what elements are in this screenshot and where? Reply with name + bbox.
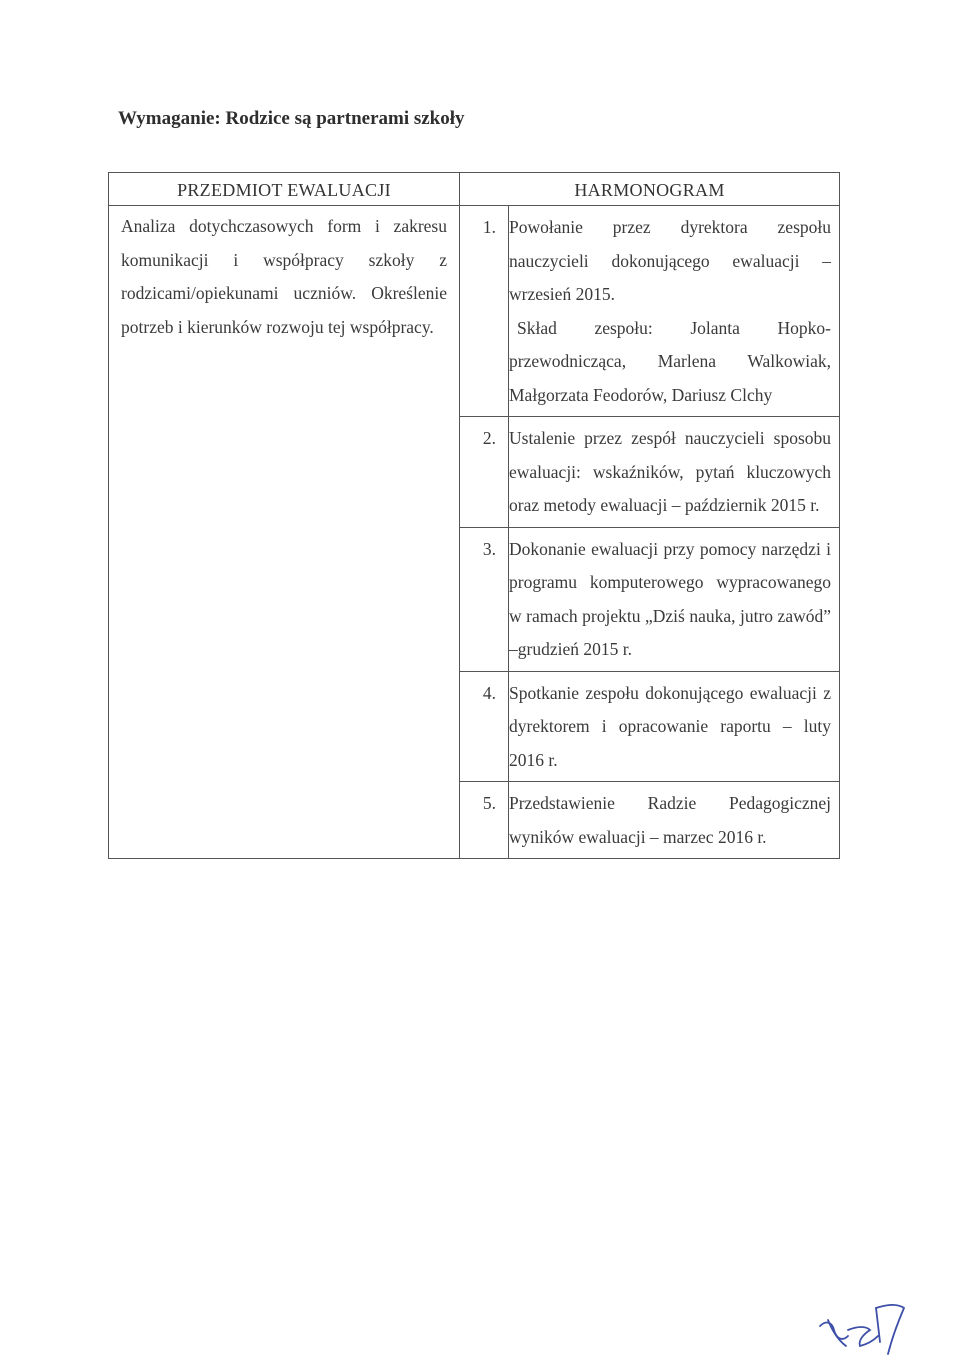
- schedule-item-text: Ustalenie przez zespół nauczycieli sposobu ewaluacji: wskaźników, pytań kluczowych oraz metody ewaluacji – październik 2015 r.: [509, 417, 840, 528]
- table-header-row: [109, 173, 840, 206]
- schedule-item-description: Powołanie przez dyrektora zespołu nauczycieli dokonującego ewaluacji – wrzesień 2015.: [509, 217, 831, 304]
- schedule-item-number: 2.: [460, 417, 509, 528]
- schedule-item-text: Dokonanie ewaluacji przy pomocy narzędzi i programu komputerowego wypracowanego w ramach projektu „Dziś nauka, jutro zawód” –grudzień 2015 r.: [509, 527, 840, 671]
- schedule-item-text: Spotkanie zespołu dokonującego ewaluacji z dyrektorem i opracowanie raportu – luty 2016 r.: [509, 671, 840, 782]
- schedule-item-number: 5.: [460, 782, 509, 859]
- team-composition-note: Skład zespołu: Jolanta Hopko-przewodnicząca, Marlena Walkowiak, Małgorzata Feodorów, Dariusz Clchy: [509, 317, 831, 405]
- schedule-item-text: Przedstawienie Radzie Pedagogicznej wyników ewaluacji – marzec 2016 r.: [509, 782, 840, 859]
- schedule-column-header: HARMONOGRAM: [460, 173, 840, 206]
- handwritten-signature: [812, 1296, 922, 1360]
- page-heading: Wymaganie: Rodzice są partnerami szkoły: [118, 108, 465, 129]
- schedule-item-number: 1.: [460, 206, 509, 417]
- subject-column-header: PRZEDMIOT EWALUACJI: [109, 173, 460, 206]
- schedule-item-number: 3.: [460, 527, 509, 671]
- schedule-item-number: 4.: [460, 671, 509, 782]
- table-row: [109, 206, 840, 417]
- evaluation-subject-cell: Analiza dotychczasowych form i zakresu komunikacji i współpracy szkoły z rodzicami/opiekunami uczniów. Określenie potrzeb i kierunków rozwoju tej współpracy.: [109, 206, 460, 859]
- evaluation-table: [108, 172, 840, 859]
- schedule-item-text: [509, 206, 840, 417]
